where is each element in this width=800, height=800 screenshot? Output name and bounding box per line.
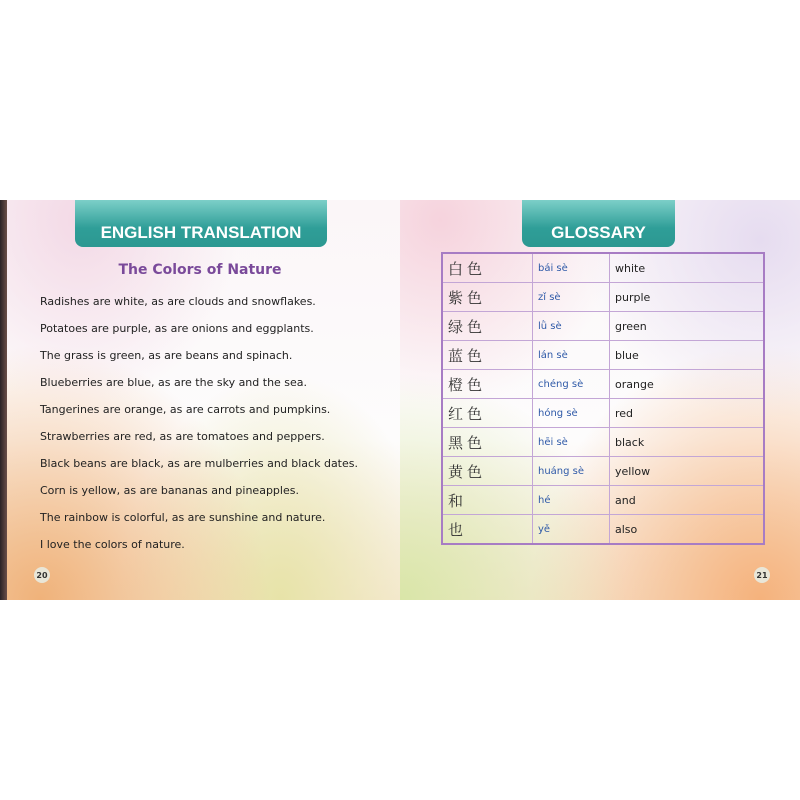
chinese-term: 和 bbox=[442, 486, 533, 515]
english-meaning: red bbox=[610, 399, 765, 428]
pinyin: hóng sè bbox=[533, 399, 610, 428]
glossary-row bbox=[442, 341, 764, 370]
glossary-row bbox=[442, 283, 764, 312]
right-page bbox=[400, 200, 800, 600]
book-spread bbox=[0, 200, 800, 600]
chinese-term: 绿色 bbox=[442, 312, 533, 341]
book-spine bbox=[0, 200, 7, 600]
translation-line: Black beans are black, as are mulberries and black dates. bbox=[40, 457, 358, 470]
glossary-row bbox=[442, 399, 764, 428]
pinyin: hēi sè bbox=[533, 428, 610, 457]
english-meaning: purple bbox=[610, 283, 765, 312]
english-meaning: blue bbox=[610, 341, 765, 370]
page-number: 20 bbox=[34, 567, 50, 583]
translation-line: Tangerines are orange, as are carrots and pumpkins. bbox=[40, 403, 331, 416]
pinyin: bái sè bbox=[533, 253, 610, 283]
glossary-row bbox=[442, 515, 764, 545]
translation-line: The grass is green, as are beans and spinach. bbox=[40, 349, 293, 362]
translation-line: Radishes are white, as are clouds and snowflakes. bbox=[40, 295, 316, 308]
glossary-row bbox=[442, 253, 764, 283]
glossary-row bbox=[442, 428, 764, 457]
story-title: The Colors of Nature bbox=[118, 262, 282, 278]
translation-line: Corn is yellow, as are bananas and pineapples. bbox=[40, 484, 299, 497]
chinese-term: 黑色 bbox=[442, 428, 533, 457]
english-meaning: green bbox=[610, 312, 765, 341]
glossary-row bbox=[442, 457, 764, 486]
pinyin: yě bbox=[533, 515, 610, 545]
chinese-term: 橙色 bbox=[442, 370, 533, 399]
pinyin: lǜ sè bbox=[533, 312, 610, 341]
left-page bbox=[0, 200, 400, 600]
english-meaning: white bbox=[610, 253, 765, 283]
english-meaning: orange bbox=[610, 370, 765, 399]
page-number: 21 bbox=[754, 567, 770, 583]
translation-line: Blueberries are blue, as are the sky and the sea. bbox=[40, 376, 308, 389]
glossary-row bbox=[442, 370, 764, 399]
chinese-term: 蓝色 bbox=[442, 341, 533, 370]
translation-line: The rainbow is colorful, as are sunshine and nature. bbox=[40, 511, 326, 524]
chinese-term: 也 bbox=[442, 515, 533, 545]
pinyin: chéng sè bbox=[533, 370, 610, 399]
chinese-term: 紫色 bbox=[442, 283, 533, 312]
chinese-term: 白色 bbox=[442, 253, 533, 283]
translation-line: I love the colors of nature. bbox=[40, 538, 185, 551]
translation-line: Strawberries are red, as are tomatoes and peppers. bbox=[40, 430, 325, 443]
pinyin: huáng sè bbox=[533, 457, 610, 486]
pinyin: lán sè bbox=[533, 341, 610, 370]
translation-line: Potatoes are purple, as are onions and eggplants. bbox=[40, 322, 314, 335]
english-meaning: yellow bbox=[610, 457, 765, 486]
pinyin: hé bbox=[533, 486, 610, 515]
glossary-banner: GLOSSARY bbox=[522, 200, 675, 247]
chinese-term: 黄色 bbox=[442, 457, 533, 486]
english-meaning: and bbox=[610, 486, 765, 515]
glossary-table bbox=[441, 252, 765, 545]
english-translation-banner: ENGLISH TRANSLATION bbox=[75, 200, 327, 247]
chinese-term: 红色 bbox=[442, 399, 533, 428]
glossary-row bbox=[442, 486, 764, 515]
english-meaning: black bbox=[610, 428, 765, 457]
glossary-row bbox=[442, 312, 764, 341]
english-meaning: also bbox=[610, 515, 765, 545]
pinyin: zǐ sè bbox=[533, 283, 610, 312]
